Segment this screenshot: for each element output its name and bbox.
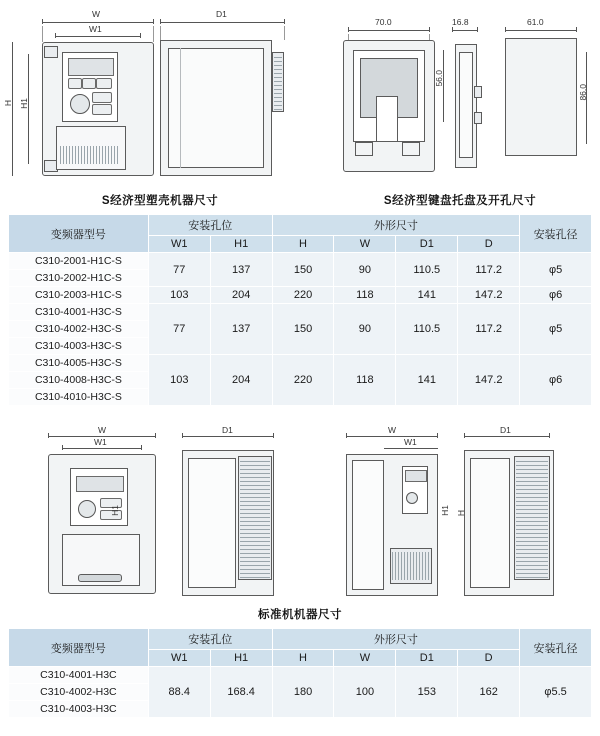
dim-label-d1: D1 [216,9,227,19]
table1-g3-hole: φ6 [520,355,592,406]
table1-g0-d: 117.2 [458,253,520,287]
std-keypad-display [76,476,124,492]
table1-g2-hole: φ5 [520,304,592,355]
keypad-tray-foot-right [402,142,420,156]
keypad-button-2[interactable] [82,78,96,89]
std-keypad-knob [78,500,96,518]
table2-subheader-w1: W1 [148,650,210,667]
table1-g3-w: 118 [334,355,396,406]
table1-model-8: C310-4010-H3C-S [9,389,149,406]
table1-g3-w1: 103 [148,355,210,406]
keypad-tray-foot-left [355,142,373,156]
keypad-tray-side-inner [459,52,473,158]
std-view-c-knob [406,492,418,504]
table1-g0-w: 90 [334,253,396,287]
table2-header-row-1 [9,629,592,650]
dim-label-h: H [3,100,13,107]
std-view-d-inner [470,458,510,588]
keypad-knob [70,94,90,114]
table1-g2-w: 90 [334,304,396,355]
table1-header-hole: 安装孔径 [520,215,592,253]
spec-table-2 [8,628,592,718]
fig3-dim-h-d: H [456,510,466,517]
table1-header-outline: 外形尺寸 [272,215,520,236]
table2-model-2: C310-4003-H3C [9,701,149,718]
std-view-c-display [405,470,427,482]
table1-g2-w1: 77 [148,304,210,355]
table2-header-hole: 安装孔径 [520,629,592,667]
side-vent [274,54,282,110]
table1-g1-w: 118 [334,287,396,304]
figure-3-caption: 标准机机器尺寸 [258,609,342,621]
table1-g0-h1: 137 [210,253,272,287]
keypad-button-4[interactable] [92,92,112,103]
table1-g0-w1: 77 [148,253,210,287]
table1-g1-h: 220 [272,287,334,304]
table-row [9,253,592,270]
table1-model-2: C310-2003-H1C-S [9,287,149,304]
keypad-tray-slot [376,96,398,142]
table1-g1-d1: 141 [396,287,458,304]
table1-g2-h: 150 [272,304,334,355]
fig3-dim-w1: W1 [94,437,107,447]
std-front-label [78,574,122,582]
fig3-dim-w: W [98,425,107,435]
dim-label-16-8: 16.8 [452,17,469,27]
table2-h: 180 [272,667,334,718]
table-row [9,667,592,684]
side-center-line [180,48,181,168]
table1-header-model: 变频器型号 [9,215,149,253]
table-row [9,355,592,372]
keypad-tray-clip-bottom [474,112,482,124]
table2-model-1: C310-4002-H3C [9,684,149,701]
table1-g2-d: 117.2 [458,304,520,355]
table2-hole: φ5.5 [520,667,592,718]
keypad-button-3[interactable] [96,78,112,89]
table2-header-outline: 外形尺寸 [272,629,520,650]
panel-cutout [505,38,577,156]
table1-header-row-1 [9,215,592,236]
fig3-dim-h1: H1 [110,505,120,516]
keypad-button-1[interactable] [68,78,82,89]
front-vent-grille [60,146,120,164]
table-row [9,287,592,304]
table1-model-7: C310-4008-H3C-S [9,372,149,389]
table2-h1: 168.4 [210,667,272,718]
fig3-dim-w-c: W [388,425,397,435]
table1-model-4: C310-4002-H3C-S [9,321,149,338]
table2-w: 100 [334,667,396,718]
table1-subheader-d: D [458,236,520,253]
table2-w1: 88.4 [148,667,210,718]
table1-subheader-w: W [334,236,396,253]
table1-g3-h: 220 [272,355,334,406]
std-view-c-vent [392,552,430,580]
figure-1-caption: S经济型塑壳机器尺寸 [101,195,219,207]
table1-subheader-h: H [272,236,334,253]
table1-g0-d1: 110.5 [396,253,458,287]
dim-label-w: W [92,9,101,19]
table1-g3-d1: 141 [396,355,458,406]
dim-label-w1: W1 [89,24,102,34]
table1-g1-hole: φ6 [520,287,592,304]
dim-label-56: 56.0 [434,70,444,87]
table1-model-6: C310-4005-H3C-S [9,355,149,372]
table2-d1: 153 [396,667,458,718]
dim-label-h1: H1 [19,98,29,109]
table2-subheader-h: H [272,650,334,667]
drive-side-inner [168,48,264,168]
table1-g2-h1: 137 [210,304,272,355]
fig3-dim-h1-c: H1 [440,505,450,516]
table2-subheader-w: W [334,650,396,667]
std-view-d-fins [516,458,548,578]
fig3-dim-d1-right: D1 [500,425,511,435]
table2-header-mount: 安装孔位 [148,629,272,650]
table1-g1-d: 147.2 [458,287,520,304]
table1-subheader-w1: W1 [148,236,210,253]
table-row [9,304,592,321]
keypad-button-5[interactable] [92,104,112,115]
std-side-fins [240,458,270,578]
table1-g1-h1: 204 [210,287,272,304]
dim-label-86: 86.0 [578,84,588,101]
mounting-ear-top-left [44,46,58,58]
std-side-inner [188,458,236,588]
keypad-tray-clip-top [474,86,482,98]
table1-subheader-d1: D1 [396,236,458,253]
dim-label-61: 61.0 [527,17,544,27]
table1-g0-hole: φ5 [520,253,592,287]
table1-g3-d: 147.2 [458,355,520,406]
table2-subheader-h1: H1 [210,650,272,667]
fig3-dim-w1-c: W1 [404,437,417,447]
table1-g3-h1: 204 [210,355,272,406]
fig3-dim-d1-left: D1 [222,425,233,435]
table1-g2-d1: 110.5 [396,304,458,355]
table1-subheader-h1: H1 [210,236,272,253]
dim-label-70: 70.0 [375,17,392,27]
std-view-c-inner [352,460,384,590]
table1-g0-h: 150 [272,253,334,287]
table1-model-1: C310-2002-H1C-S [9,270,149,287]
table1-model-5: C310-4003-H3C-S [9,338,149,355]
table2-d: 162 [458,667,520,718]
table1-g1-w1: 103 [148,287,210,304]
table2-subheader-d: D [458,650,520,667]
table2-subheader-d1: D1 [396,650,458,667]
table1-header-mount: 安装孔位 [148,215,272,236]
table2-model-0: C310-4001-H3C [9,667,149,684]
spec-table-1 [8,214,592,406]
table1-model-0: C310-2001-H1C-S [9,253,149,270]
table1-model-3: C310-4001-H3C-S [9,304,149,321]
table2-header-model: 变频器型号 [9,629,149,667]
figure-2-caption: S经济型键盘托盘及开孔尺寸 [383,195,537,207]
keypad-display [68,58,114,76]
